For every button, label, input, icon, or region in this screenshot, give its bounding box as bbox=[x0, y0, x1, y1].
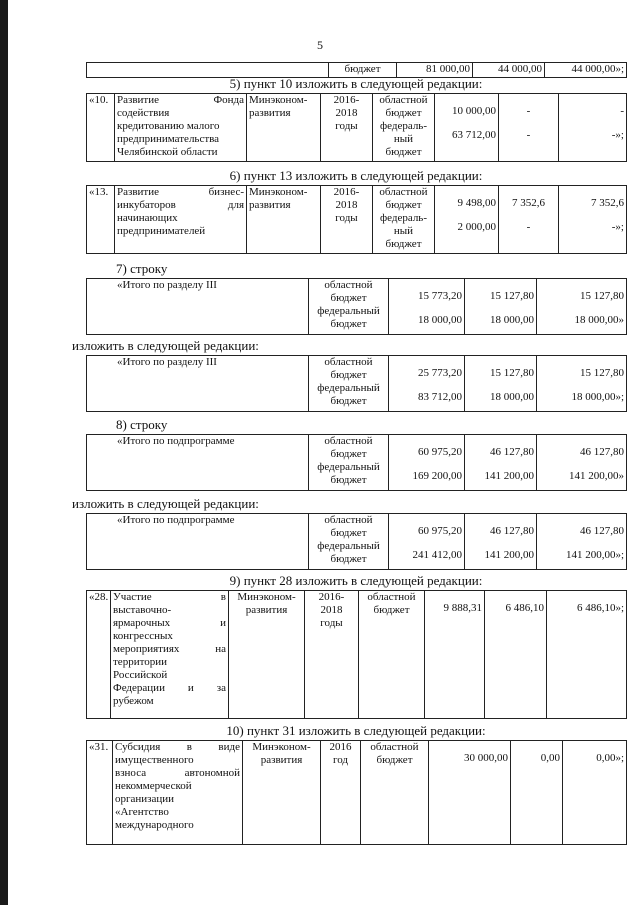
years-cell: 2016- 2018 годы bbox=[321, 186, 373, 254]
executor-cell: Минэконом- развития bbox=[247, 186, 321, 254]
table-row bbox=[87, 356, 627, 412]
replace-heading-1: изложить в следующей редакции: bbox=[72, 338, 259, 353]
value-cell: 6 486,10 bbox=[485, 591, 547, 719]
value-cell: 9 888,31 bbox=[425, 591, 485, 719]
item-number: «31. bbox=[87, 741, 113, 845]
source-cell: областной бюджет федеральный бюджет bbox=[309, 356, 389, 412]
source-cell: областной бюджет bbox=[359, 591, 425, 719]
row-label: «Итого по разделу III bbox=[87, 356, 309, 412]
value-cell: 46 127,80 141 200,00 bbox=[465, 435, 537, 491]
value-cell: 0,00 bbox=[511, 741, 563, 845]
value-cell: 15 127,80 18 000,00 bbox=[465, 356, 537, 412]
table-row bbox=[87, 94, 627, 162]
value-cell: 6 486,10»; bbox=[547, 591, 627, 719]
page-number: 5 bbox=[317, 38, 323, 52]
value-cell: 30 000,00 bbox=[429, 741, 511, 845]
executor-cell: Минэконом- развития bbox=[229, 591, 305, 719]
amendment-heading-6: 6) пункт 13 изложить в следующей редакции: bbox=[229, 168, 483, 183]
item-name: Развитие бизнес- инкубаторов для начинающих предпринимателей bbox=[115, 186, 247, 254]
amendment-heading-7: 7) строку bbox=[116, 261, 168, 276]
amendment-heading-5: 5) пункт 10 изложить в следующей редакции: bbox=[229, 76, 483, 91]
table-row bbox=[87, 591, 627, 719]
value-cell: 81 000,00 bbox=[397, 63, 473, 78]
value-cell: - -»; bbox=[559, 94, 627, 162]
value-cell: 7 352,6 - bbox=[499, 186, 559, 254]
item-name: Развитие Фонда содействия кредитованию малого предпринимательства Челябинской области bbox=[115, 94, 247, 162]
source-cell: областной бюджет bbox=[361, 741, 429, 845]
value-cell: 46 127,80 141 200,00 bbox=[465, 514, 537, 570]
table-row bbox=[87, 514, 627, 570]
amendment-heading-9: 9) пункт 28 изложить в следующей редакции: bbox=[229, 573, 483, 588]
years-cell: 2016 год bbox=[321, 741, 361, 845]
source-cell: областной бюджет федеральный бюджет bbox=[309, 435, 389, 491]
source-cell: областной бюджет федеральный бюджет bbox=[309, 279, 389, 335]
source-cell: областной бюджет федеральный бюджет bbox=[309, 514, 389, 570]
value-cell: 15 127,80 18 000,00»; bbox=[537, 356, 627, 412]
item-name: Участие в выставочно- ярмарочных и конгрессных мероприятиях на территории Российской Федерации и за рубежом bbox=[111, 591, 229, 719]
value-cell: 46 127,80 141 200,00» bbox=[537, 435, 627, 491]
table-item-31 bbox=[86, 740, 627, 845]
value-cell: 60 975,20 241 412,00 bbox=[389, 514, 465, 570]
value-cell: 44 000,00 bbox=[473, 63, 545, 78]
source-cell: областной бюджет федераль- ный бюджет bbox=[373, 186, 435, 254]
replace-heading-2: изложить в следующей редакции: bbox=[72, 496, 259, 511]
years-cell: 2016- 2018 годы bbox=[305, 591, 359, 719]
value-cell: 60 975,20 169 200,00 bbox=[389, 435, 465, 491]
table-total-section-3-old bbox=[86, 278, 627, 335]
table-row bbox=[87, 741, 627, 845]
value-cell: 15 773,20 18 000,00 bbox=[389, 279, 465, 335]
value-cell: 0,00»; bbox=[563, 741, 627, 845]
item-number: «28. bbox=[87, 591, 111, 719]
amendment-heading-8: 8) строку bbox=[116, 417, 168, 432]
row-label: «Итого по разделу III bbox=[87, 279, 309, 335]
table-row bbox=[87, 186, 627, 254]
executor-cell: Минэконом- развития bbox=[247, 94, 321, 162]
table-total-subprogram-old bbox=[86, 434, 627, 491]
table-item-13 bbox=[86, 185, 627, 254]
value-cell: 25 773,20 83 712,00 bbox=[389, 356, 465, 412]
row-label: «Итого по подпрограмме bbox=[87, 435, 309, 491]
source-cell: бюджет bbox=[329, 63, 397, 78]
source-cell: областной бюджет федераль- ный бюджет bbox=[373, 94, 435, 162]
value-cell: - - bbox=[499, 94, 559, 162]
table-total-section-3-new bbox=[86, 355, 627, 412]
amendment-heading-10: 10) пункт 31 изложить в следующей редакции: bbox=[226, 723, 486, 738]
value-cell: 9 498,00 2 000,00 bbox=[435, 186, 499, 254]
value-cell: 7 352,6 -»; bbox=[559, 186, 627, 254]
scan-edge-bar bbox=[0, 0, 8, 905]
item-number: «13. bbox=[87, 186, 115, 254]
table-item-10 bbox=[86, 93, 627, 162]
table-item-28 bbox=[86, 590, 627, 719]
table-total-subprogram-new bbox=[86, 513, 627, 570]
table-row bbox=[87, 279, 627, 335]
executor-cell: Минэконом- развития bbox=[243, 741, 321, 845]
years-cell: 2016- 2018 годы bbox=[321, 94, 373, 162]
value-cell: 46 127,80 141 200,00»; bbox=[537, 514, 627, 570]
item-name: Субсидия в виде имущественного взноса автономной некоммерческой организации «Агентство международного bbox=[113, 741, 243, 845]
value-cell: 15 127,80 18 000,00» bbox=[537, 279, 627, 335]
value-cell: 15 127,80 18 000,00 bbox=[465, 279, 537, 335]
value-cell: 44 000,00»; bbox=[545, 63, 627, 78]
row-label: «Итого по подпрограмме bbox=[87, 514, 309, 570]
value-cell: 10 000,00 63 712,00 bbox=[435, 94, 499, 162]
item-number: «10. bbox=[87, 94, 115, 162]
table-row bbox=[87, 435, 627, 491]
